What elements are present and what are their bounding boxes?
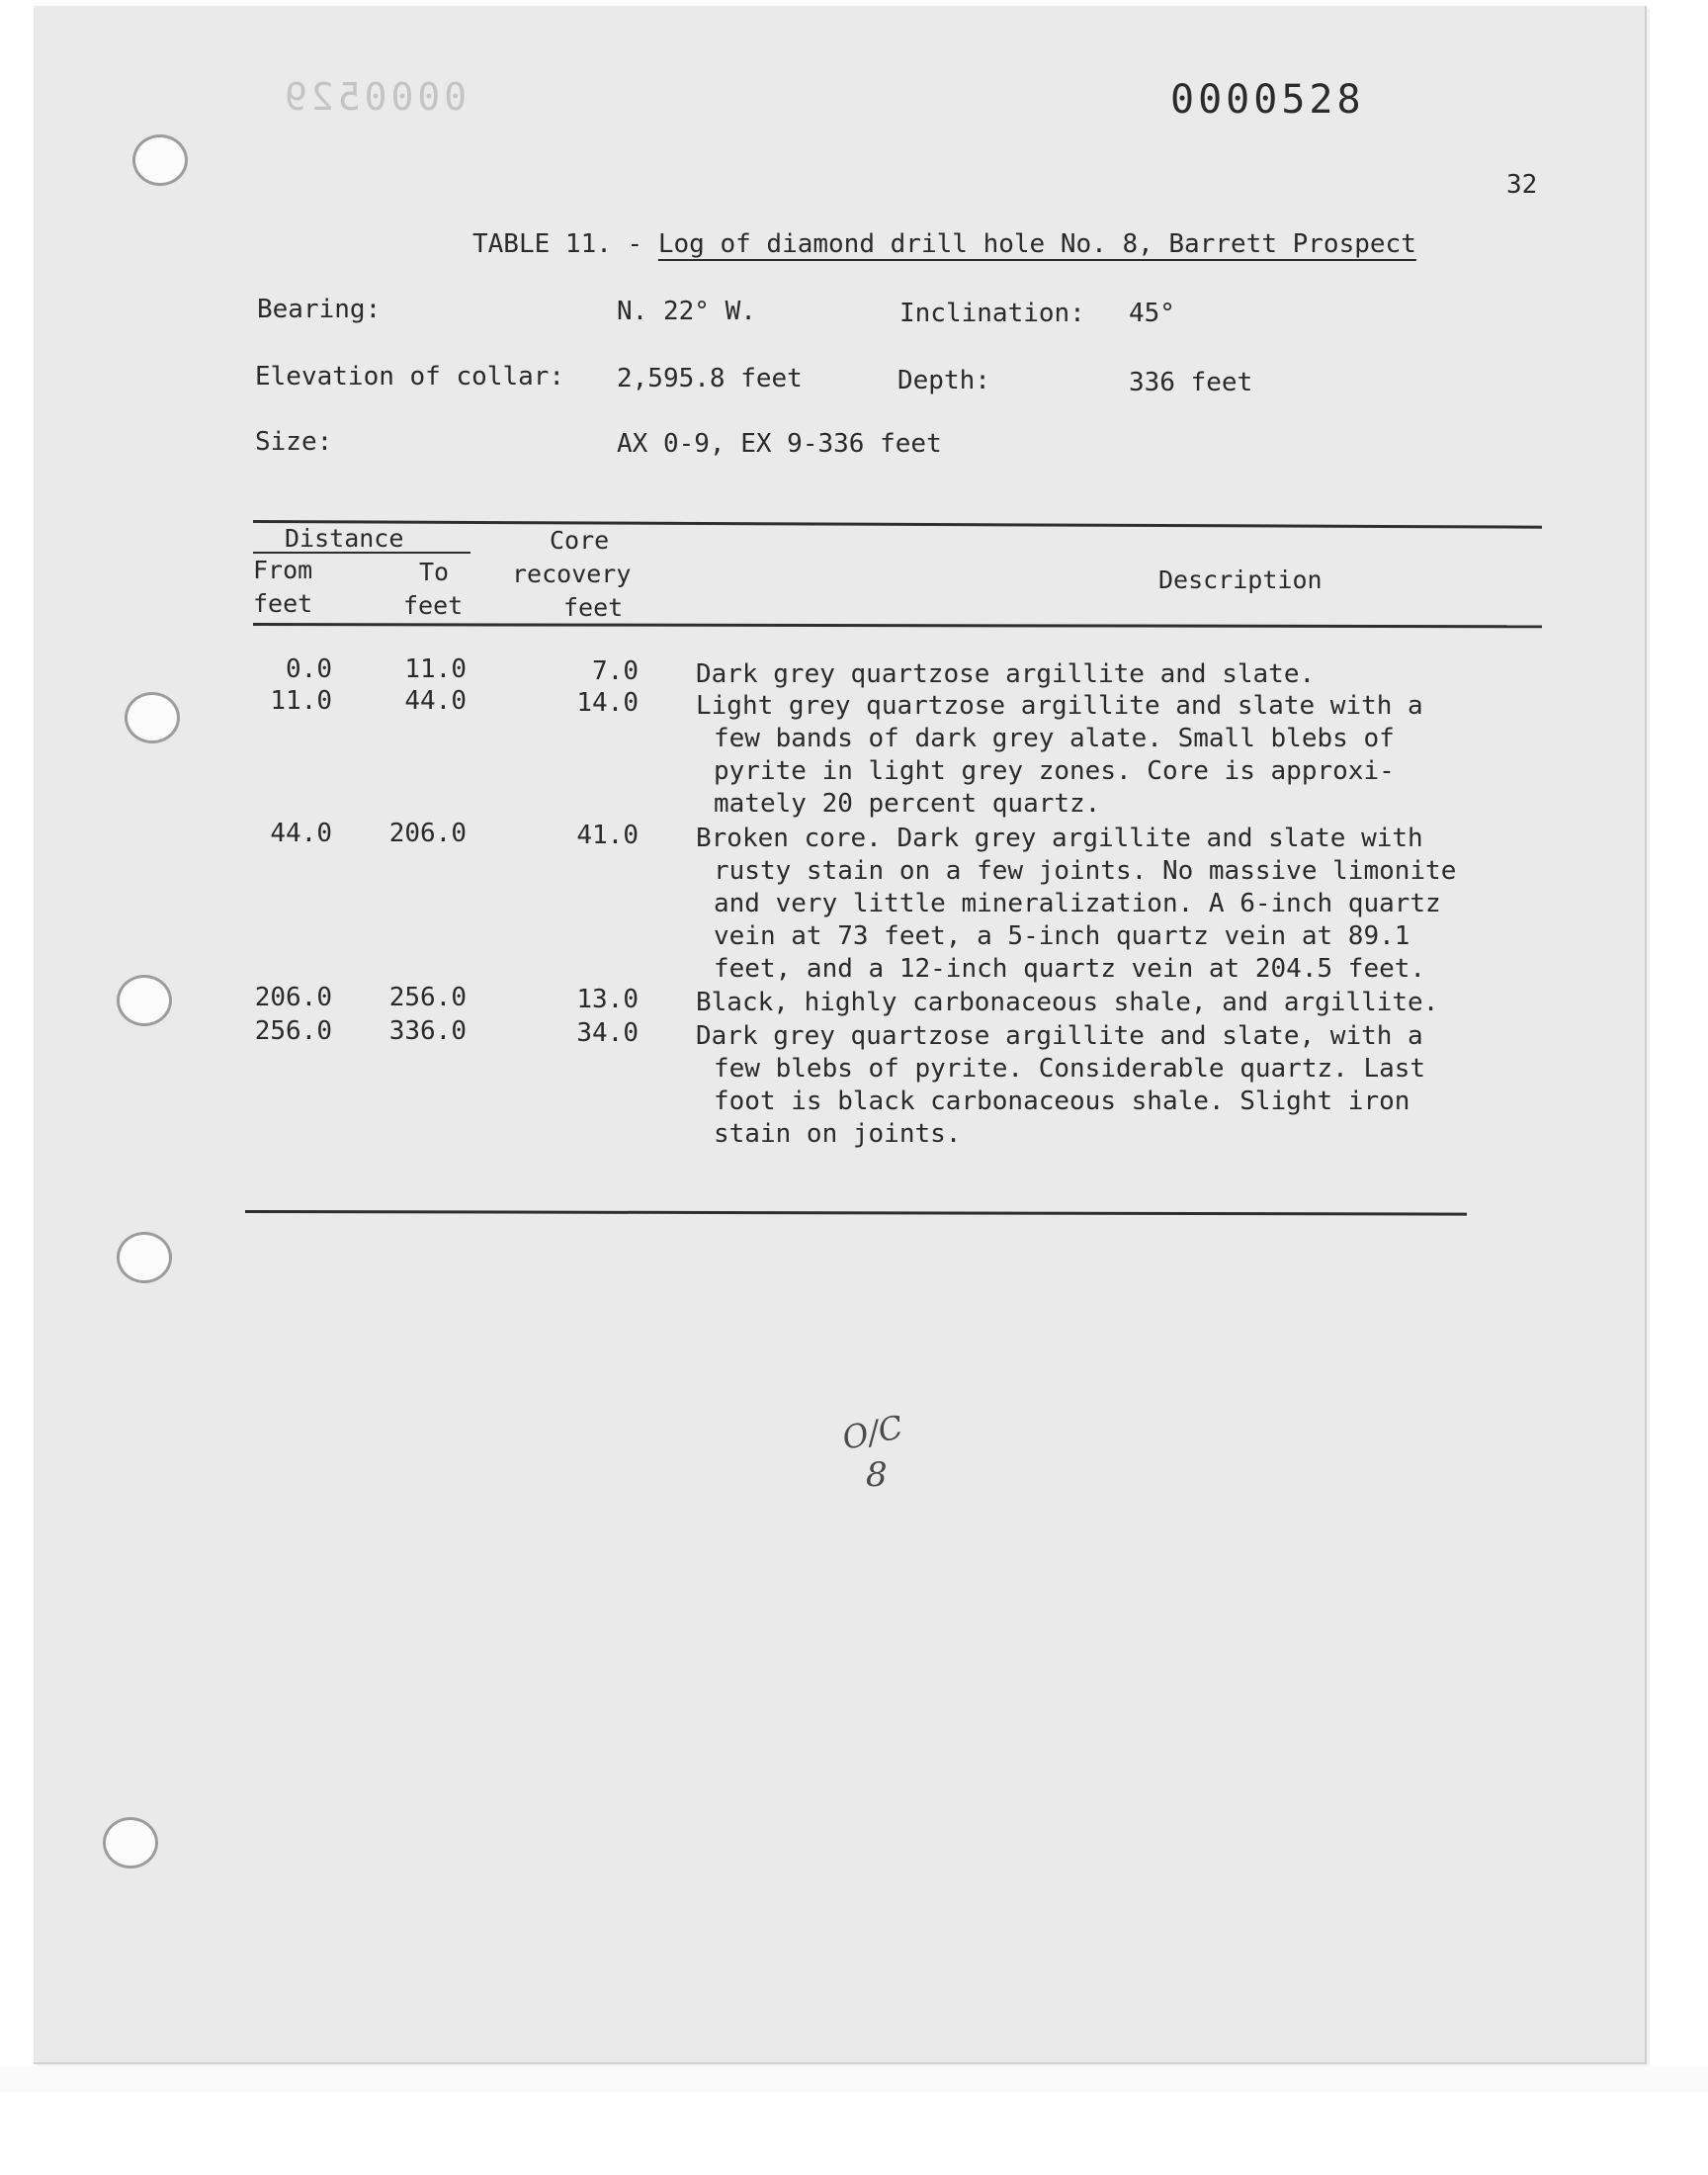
row-2-desc-line-4: mately 20 percent quartz.	[714, 789, 1101, 819]
handwritten-mark: 8	[866, 1455, 888, 1495]
row-3-recovery: 41.0	[576, 821, 639, 850]
row-2-desc-line-3: pyrite in light grey zones. Core is approxi-	[714, 756, 1395, 786]
document-page	[34, 6, 1647, 2064]
row-1-description	[696, 658, 1566, 691]
row-5-from: 256.0	[254, 1016, 332, 1046]
row-2-description	[696, 690, 1566, 821]
row-5-desc-line-1: Dark grey quartzose argillite and slate, with a	[696, 1021, 1423, 1051]
row-4-from: 206.0	[254, 983, 332, 1012]
row-1-desc-line-1: Dark grey quartzose argillite and slate.	[696, 659, 1316, 689]
row-4-recovery: 13.0	[576, 985, 639, 1014]
row-4-description	[696, 987, 1566, 1019]
table-title	[472, 229, 1416, 259]
row-5-desc-line-2: few blebs of pyrite. Considerable quartz. Last	[714, 1054, 1426, 1084]
row-2-desc-line-2: few bands of dark grey alate. Small blebs of	[714, 724, 1395, 753]
header-core: Core	[550, 526, 610, 555]
size-value: AX 0-9, EX 9-336 feet	[617, 429, 942, 459]
row-5-recovery: 34.0	[576, 1018, 639, 1048]
elevation-value: 2,595.8 feet	[617, 364, 803, 393]
elevation-label: Elevation of collar:	[255, 362, 565, 392]
table-title-underlined: Log of diamond drill hole No. 8, Barrett Prospect	[657, 229, 1416, 259]
row-2-from: 11.0	[270, 686, 332, 716]
size-label: Size:	[255, 427, 333, 457]
row-5-desc-line-4: stain on joints.	[714, 1119, 962, 1149]
table-top-rule	[253, 520, 1542, 529]
inclination-value: 45°	[1129, 299, 1175, 328]
row-3-desc-line-1: Broken core. Dark grey argillite and slate with	[696, 824, 1423, 853]
row-3-to: 206.0	[388, 819, 467, 848]
table-title-prefix: TABLE 11. -	[472, 229, 658, 259]
header-from: From	[253, 556, 313, 584]
scan-bottom-edge	[0, 2066, 1708, 2092]
row-1-from: 0.0	[286, 654, 332, 684]
bearing-label: Bearing:	[257, 295, 382, 324]
row-2-to: 44.0	[404, 686, 467, 716]
document-number-stamp: 0000528	[1170, 77, 1365, 123]
inclination-label: Inclination:	[899, 299, 1085, 328]
header-from-feet: feet	[253, 589, 313, 618]
bleed-through-stamp: 0000529	[281, 75, 468, 119]
row-5-to: 336.0	[388, 1016, 467, 1046]
header-description: Description	[1158, 566, 1323, 594]
header-distance: Distance	[285, 524, 404, 553]
row-2-desc-line-1: Light grey quartzose argillite and slate with a	[696, 691, 1423, 721]
row-1-recovery: 7.0	[592, 656, 639, 686]
binder-hole-5	[103, 1817, 158, 1869]
binder-hole-2	[125, 692, 180, 743]
row-2-recovery: 14.0	[576, 688, 639, 718]
row-3-from: 44.0	[270, 819, 332, 848]
row-3-description	[696, 823, 1576, 986]
row-3-desc-line-2: rusty stain on a few joints. No massive limonite	[714, 856, 1457, 886]
header-recovery: recovery	[512, 560, 632, 588]
table-bottom-rule	[245, 1210, 1467, 1216]
page-number: 32	[1506, 170, 1538, 200]
row-1-to: 11.0	[404, 654, 467, 684]
row-4-desc-line-1: Black, highly carbonaceous shale, and argillite.	[696, 988, 1439, 1017]
row-5-description	[696, 1020, 1566, 1151]
binder-hole-4	[117, 1232, 172, 1283]
header-to: To	[419, 558, 450, 586]
row-5-desc-line-3: foot is black carbonaceous shale. Slight iron	[714, 1087, 1410, 1116]
binder-hole-3	[117, 975, 172, 1026]
header-to-feet: feet	[403, 591, 464, 620]
handwritten-initials: O/C	[838, 1408, 906, 1457]
row-3-desc-line-4: vein at 73 feet, a 5-inch quartz vein at 89.1	[714, 921, 1410, 951]
depth-value: 336 feet	[1129, 368, 1253, 397]
row-3-desc-line-5: feet, and a 12-inch quartz vein at 204.5 feet.	[714, 954, 1426, 984]
depth-label: Depth:	[897, 366, 990, 395]
bearing-value: N. 22° W.	[617, 297, 756, 326]
header-bottom-rule	[253, 623, 1542, 628]
row-4-to: 256.0	[388, 983, 467, 1012]
row-3-desc-line-3: and very little mineralization. A 6-inch quartz	[714, 889, 1441, 918]
binder-hole-1	[132, 134, 188, 186]
header-core-feet: feet	[563, 593, 624, 622]
